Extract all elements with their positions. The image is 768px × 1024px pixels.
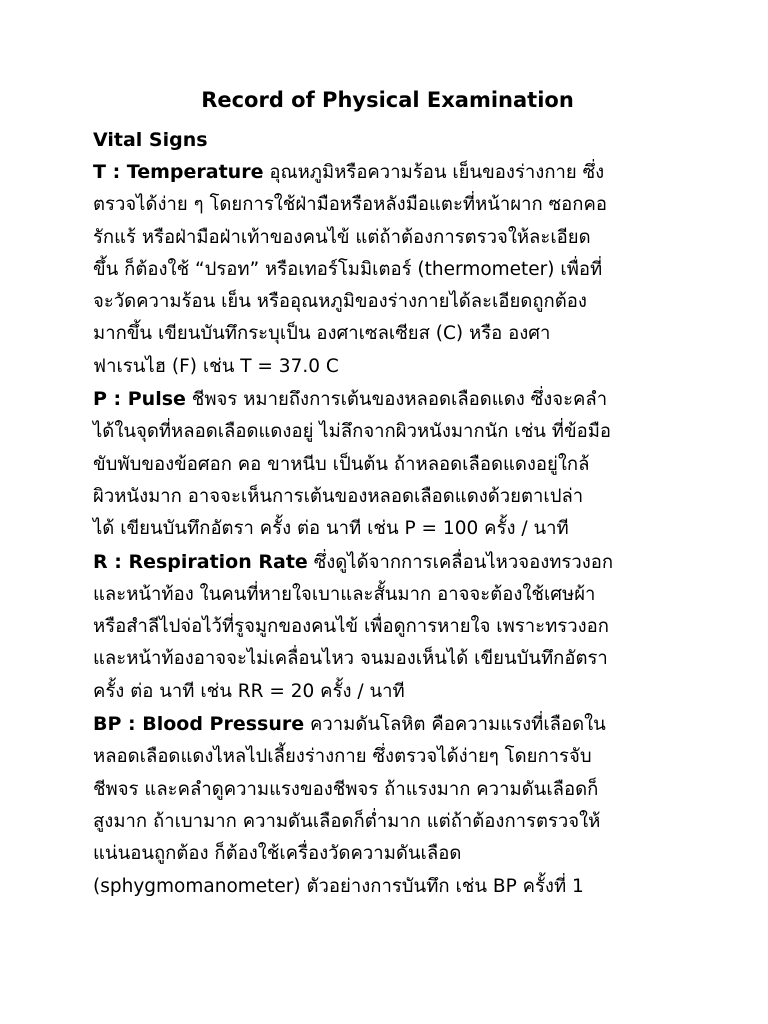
paragraph-line: ตรวจได้ง่าย ๆ โดยการใช้ฝ่ามือหรือหลังมือแตะที่หน้าผาก ซอกคอ — [93, 194, 607, 216]
paragraph-line: ผิวหนังมาก อาจจะเห็นการเต้นของหลอดเลือดแดงด้วยตาเปล่า — [93, 485, 584, 507]
term-temperature: T : Temperature — [93, 161, 264, 183]
paragraph-blood-pressure — [93, 708, 682, 903]
paragraph-text: อุณหภูมิหรือความร้อน เย็นของร่างกาย ซึ่ง — [263, 162, 605, 183]
paragraph-line: ฟาเรนไฮ (F) เช่น T = 37.0 C — [93, 355, 339, 377]
document-title: Record of Physical Examination — [201, 88, 574, 112]
paragraph-line: ได้ในจุดที่หลอดเลือดแดงอยู่ ไม่ลึกจากผิวหนังมากนัก เช่น ที่ข้อมือ — [93, 421, 612, 443]
paragraph-line: และหน้าท้อง ในคนที่หายใจเบาและสั้นมาก อาจจะต้องใช้เศษผ้า — [93, 583, 596, 605]
paragraph-line — [93, 708, 682, 741]
term-pulse: P : Pulse — [93, 388, 186, 411]
paragraph-text: ซึ่งดูได้จากการเคลื่อนไหวจองทรวงอก — [307, 551, 614, 573]
paragraph-line: รักแร้ หรือฝ่ามือฝ่าเท้าของคนไข้ แต่ถ้าต้องการตรวจให้ละเอียด — [93, 226, 591, 248]
paragraph-line: (sphygmomanometer) ตัวอย่างการบันทึก เช่น BP ครั้งที่ 1 — [93, 875, 584, 897]
paragraph-line — [93, 546, 682, 579]
paragraph-line: หรือสำลีไปจ่อไว้ที่รูจมูกของคนไข้ เพื่อดูการหายใจ เพราะทรวงอก — [93, 616, 609, 638]
paragraph-line: และหน้าท้องอาจจะไม่เคลื่อนไหว จนมองเห็นได้ เขียนบันทึกอัตรา — [93, 648, 608, 670]
paragraph-line — [93, 383, 682, 416]
term-blood-pressure: BP : Blood Pressure — [93, 713, 305, 736]
paragraph-text: ความดันโลหิต คือความแรงที่เลือดใน — [304, 714, 606, 736]
term-respiration-rate: R : Respiration Rate — [93, 550, 308, 573]
paragraph-respiration-rate — [93, 546, 682, 708]
paragraph-line — [93, 156, 682, 189]
section-heading-vital-signs: Vital Signs — [93, 129, 208, 151]
paragraph-text: ชีพจร หมายถึงการเต้นของหลอดเลือดแดง ซึ่งจะคลำ — [185, 389, 608, 411]
paragraph-temperature — [93, 156, 682, 383]
paragraph-line: สูงมาก ถ้าเบามาก ความดันเลือดก็ต่ำมาก แต่ถ้าต้องการตรวจให้ — [93, 810, 601, 832]
paragraph-pulse — [93, 383, 682, 545]
paragraph-line: ขึ้น ก็ต้องใช้ “ปรอท” หรือเทอร์โมมิเตอร์ (thermometer) เพื่อที่ — [93, 258, 603, 280]
paragraph-line: หลอดเลือดแดงไหลไปเลี้ยงร่างกาย ซึ่งตรวจได้ง่ายๆ โดยการจับ — [93, 746, 592, 768]
paragraph-line: มากขึ้น เขียนบันทึกระบุเป็น องศาเซลเซียส (C) หรือ องศา — [93, 323, 551, 345]
paragraph-line: แน่นอนถูกต้อง ก็ต้องใช้เครื่องวัดความดันเลือด — [93, 843, 462, 865]
paragraph-line: ครั้ง ต่อ นาที เช่น RR = 20 ครั้ง / นาที — [93, 680, 405, 702]
paragraph-line: ชีพจร และคลำดูความแรงของชีพจร ถ้าแรงมาก ความดันเลือดก็ — [93, 778, 599, 800]
paragraph-line: จะวัดความร้อน เย็น หรืออุณหภูมิของร่างกายได้ละเอียดถูกต้อง — [93, 291, 587, 313]
paragraph-line: ได้ เขียนบันทึกอัตรา ครั้ง ต่อ นาที เช่น P = 100 ครั้ง / นาที — [93, 518, 569, 540]
paragraph-line: ขับพับของข้อศอก คอ ขาหนีบ เป็นต้น ถ้าหลอดเลือดแดงอยู่ใกล้ — [93, 453, 590, 475]
